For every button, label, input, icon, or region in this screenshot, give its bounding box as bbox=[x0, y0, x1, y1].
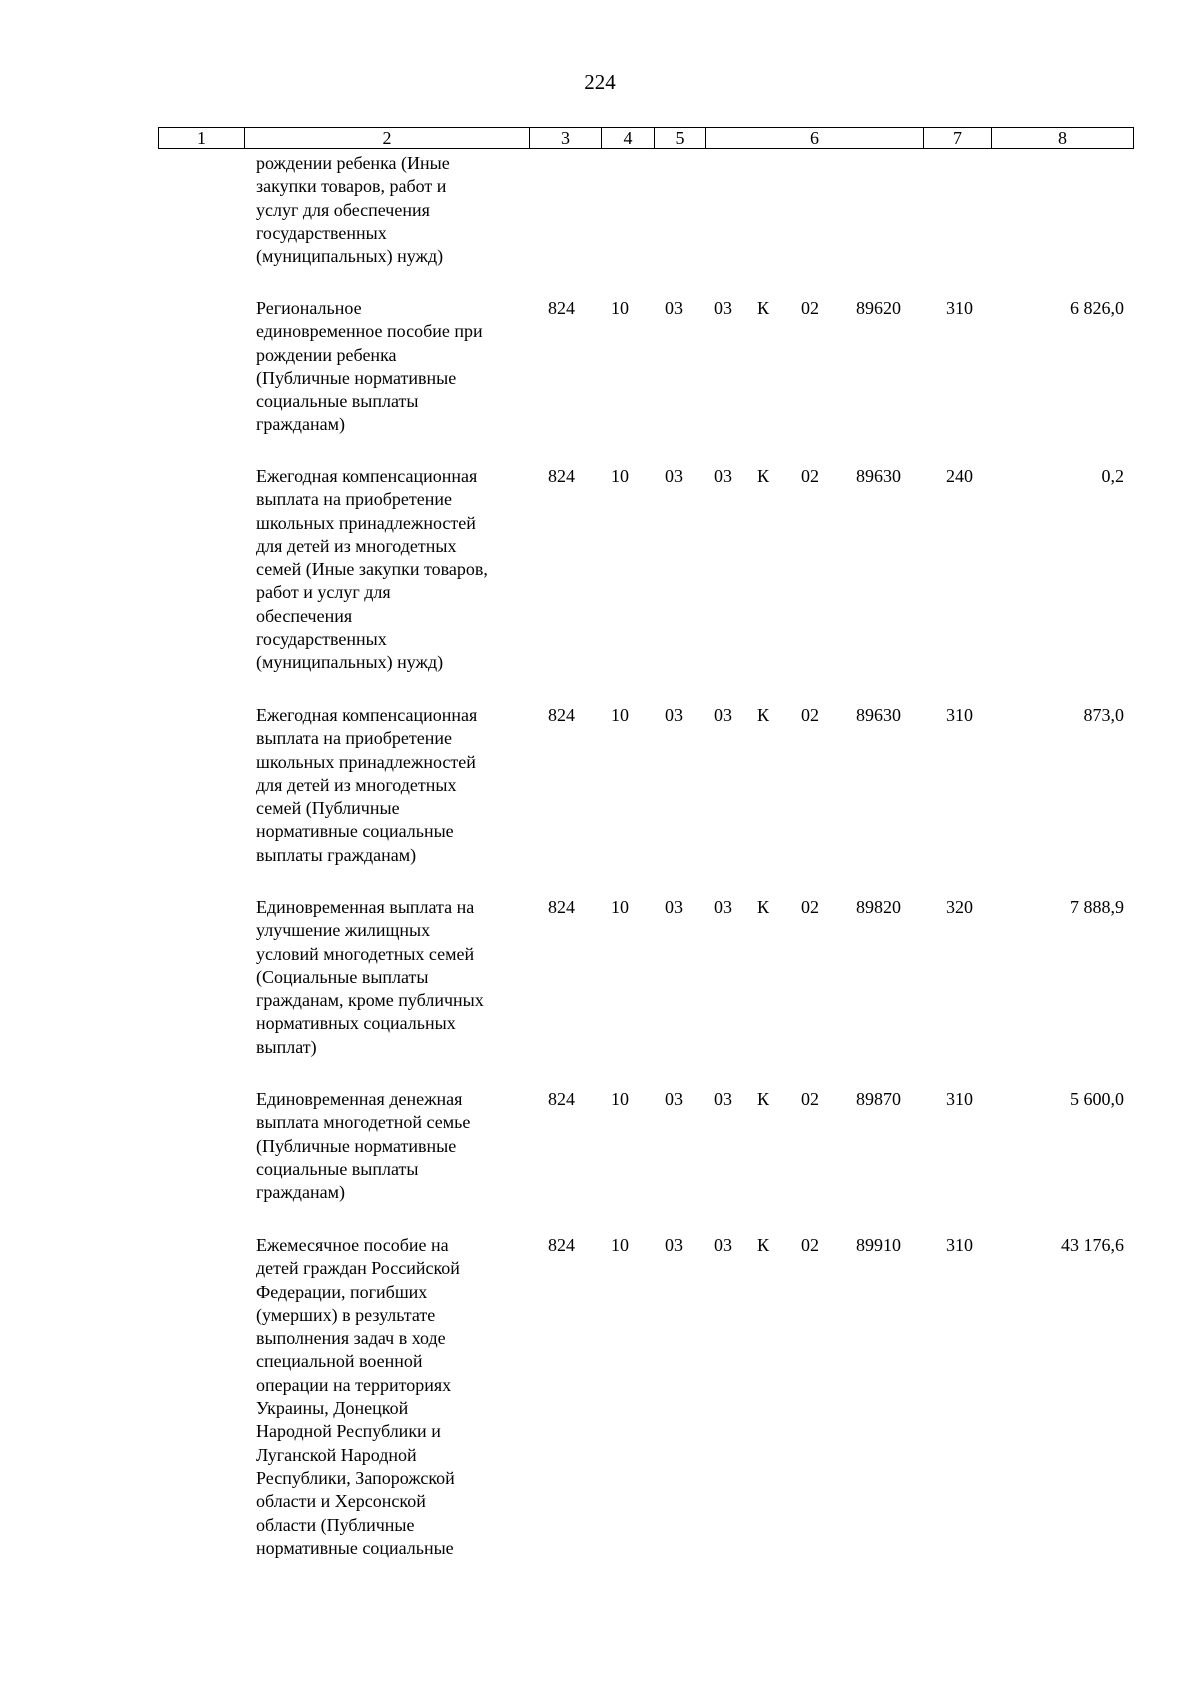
amount: 7 888,9 bbox=[1070, 897, 1124, 917]
amount: 0,2 bbox=[1101, 466, 1124, 486]
description-line: рождении ребенка (Иные bbox=[256, 153, 450, 173]
description-line: для детей из многодетных bbox=[256, 535, 457, 556]
row-description bbox=[256, 1234, 526, 1560]
row-description bbox=[256, 297, 526, 437]
description-line: (Публичные нормативные bbox=[256, 367, 457, 388]
description-line: школьных принадлежностей bbox=[256, 512, 476, 533]
description-line: (Публичные нормативные bbox=[256, 1135, 457, 1156]
target-article-part: 89820 bbox=[856, 897, 901, 917]
description-line: услуг для обеспечения bbox=[256, 199, 430, 220]
amount: 43 176,6 bbox=[1061, 1235, 1124, 1255]
description-line: области (Публичные bbox=[256, 1514, 415, 1535]
subsection-code: 03 bbox=[665, 1235, 683, 1255]
grbs-code: 824 bbox=[548, 1089, 575, 1109]
description-line: работ и услуг для bbox=[256, 582, 391, 603]
description-line: Луганской Народной bbox=[256, 1444, 417, 1465]
description-line: (умерших) в результате bbox=[256, 1304, 436, 1325]
description-line: условий многодетных семей bbox=[256, 943, 475, 964]
expense-type-code: 310 bbox=[946, 705, 973, 725]
grbs-code: 824 bbox=[548, 298, 575, 318]
amount: 873,0 bbox=[1083, 705, 1124, 725]
description-line: (муниципальных) нужд) bbox=[256, 652, 444, 673]
section-code: 10 bbox=[611, 897, 629, 917]
subsection-code: 03 bbox=[665, 897, 683, 917]
description-line: Единовременная денежная bbox=[256, 1089, 463, 1109]
description-line: выплаты гражданам) bbox=[256, 844, 417, 865]
target-article-part: 03 bbox=[714, 1235, 732, 1255]
row-description bbox=[256, 704, 526, 867]
target-article-part: 02 bbox=[801, 466, 819, 486]
target-article-part: К bbox=[757, 705, 770, 725]
description-line: Украины, Донецкой bbox=[256, 1398, 409, 1419]
section-code: 10 bbox=[611, 298, 629, 318]
description-line: гражданам, кроме публичных bbox=[256, 990, 484, 1011]
target-article-part: К bbox=[757, 1235, 770, 1255]
expense-type-code: 320 bbox=[946, 897, 973, 917]
target-article-part: 02 bbox=[801, 1089, 819, 1109]
description-line: Ежегодная компенсационная bbox=[256, 466, 478, 486]
header-col-5: 5 bbox=[675, 128, 685, 148]
description-line: нормативные социальные bbox=[256, 1537, 454, 1558]
expense-type-code: 240 bbox=[946, 466, 973, 486]
target-article-part: 02 bbox=[801, 298, 819, 318]
row-description bbox=[256, 1088, 526, 1204]
description-line: гражданам) bbox=[256, 1182, 345, 1203]
target-article-part: 89630 bbox=[856, 466, 901, 486]
description-line: закупки товаров, работ и bbox=[256, 176, 447, 197]
description-line: нормативные социальные bbox=[256, 821, 454, 842]
target-article-part: К bbox=[757, 897, 770, 917]
row-description bbox=[256, 465, 526, 675]
description-line: выплата многодетной семье bbox=[256, 1112, 471, 1133]
target-article-part: 89620 bbox=[856, 298, 901, 318]
target-article-part: 03 bbox=[714, 466, 732, 486]
description-line: специальной военной bbox=[256, 1351, 423, 1372]
description-line: операции на территориях bbox=[256, 1374, 452, 1395]
section-code: 10 bbox=[611, 1089, 629, 1109]
target-article-part: 03 bbox=[714, 705, 732, 725]
row-description bbox=[256, 152, 526, 268]
target-article-part: 02 bbox=[801, 1235, 819, 1255]
target-article-part: К bbox=[757, 1089, 770, 1109]
header-col-4: 4 bbox=[623, 128, 633, 148]
header-col-7: 7 bbox=[953, 128, 962, 148]
grbs-code: 824 bbox=[548, 1235, 575, 1255]
subsection-code: 03 bbox=[665, 466, 683, 486]
header-col-2: 2 bbox=[382, 128, 392, 148]
description-line: школьных принадлежностей bbox=[256, 751, 476, 772]
target-article-part: 03 bbox=[714, 897, 732, 917]
description-line: социальные выплаты bbox=[256, 1158, 419, 1179]
description-line: семей (Иные закупки товаров, bbox=[256, 559, 488, 580]
target-article-part: 03 bbox=[714, 1089, 732, 1109]
description-line: Ежегодная компенсационная bbox=[256, 705, 478, 725]
expense-type-code: 310 bbox=[946, 298, 973, 318]
description-line: рождении ребенка bbox=[256, 344, 397, 365]
description-line: выплата на приобретение bbox=[256, 489, 452, 510]
subsection-code: 03 bbox=[665, 298, 683, 318]
target-article-part: К bbox=[757, 466, 770, 486]
description-line: детей граждан Российской bbox=[256, 1258, 460, 1279]
amount: 5 600,0 bbox=[1070, 1089, 1124, 1109]
description-line: Единовременная выплата на bbox=[256, 897, 475, 917]
description-line: государственных bbox=[256, 629, 387, 650]
description-line: гражданам) bbox=[256, 414, 345, 435]
description-line: выплат) bbox=[256, 1036, 317, 1057]
grbs-code: 824 bbox=[548, 705, 575, 725]
description-line: области и Херсонской bbox=[256, 1491, 426, 1512]
description-line: выплата на приобретение bbox=[256, 728, 452, 749]
table-header bbox=[158, 127, 1134, 149]
target-article-part: 02 bbox=[801, 705, 819, 725]
amount: 6 826,0 bbox=[1070, 298, 1124, 318]
header-col-8: 8 bbox=[1058, 128, 1067, 148]
description-line: социальные выплаты bbox=[256, 391, 419, 412]
description-line: Республики, Запорожской bbox=[256, 1467, 455, 1488]
description-line: (муниципальных) нужд) bbox=[256, 246, 444, 267]
grbs-code: 824 bbox=[548, 897, 575, 917]
row-description bbox=[256, 896, 526, 1059]
description-line: обеспечения bbox=[256, 605, 353, 626]
description-line: Федерации, погибших bbox=[256, 1281, 428, 1302]
description-line: единовременное пособие при bbox=[256, 321, 483, 342]
description-line: выполнения задач в ходе bbox=[256, 1328, 446, 1349]
target-article-part: 89630 bbox=[856, 705, 901, 725]
description-line: Ежемесячное пособие на bbox=[256, 1235, 449, 1255]
header-col-1: 1 bbox=[197, 128, 206, 148]
expense-type-code: 310 bbox=[946, 1235, 973, 1255]
subsection-code: 03 bbox=[665, 705, 683, 725]
header-col-3: 3 bbox=[561, 128, 570, 148]
description-line: семей (Публичные bbox=[256, 798, 400, 819]
description-line: улучшение жилищных bbox=[256, 920, 431, 941]
description-line: Народной Республики и bbox=[256, 1421, 441, 1442]
description-line: Региональное bbox=[256, 298, 362, 318]
target-article-part: 89910 bbox=[856, 1235, 901, 1255]
target-article-part: К bbox=[757, 298, 770, 318]
section-code: 10 bbox=[611, 1235, 629, 1255]
description-line: (Социальные выплаты bbox=[256, 966, 429, 987]
section-code: 10 bbox=[611, 466, 629, 486]
target-article-part: 03 bbox=[714, 298, 732, 318]
header-col-6: 6 bbox=[810, 128, 819, 148]
grbs-code: 824 bbox=[548, 466, 575, 486]
expense-type-code: 310 bbox=[946, 1089, 973, 1109]
target-article-part: 89870 bbox=[856, 1089, 901, 1109]
description-line: для детей из многодетных bbox=[256, 774, 457, 795]
target-article-part: 02 bbox=[801, 897, 819, 917]
description-line: нормативных социальных bbox=[256, 1013, 456, 1034]
page-number: 224 bbox=[584, 70, 616, 94]
section-code: 10 bbox=[611, 705, 629, 725]
description-line: государственных bbox=[256, 222, 387, 243]
subsection-code: 03 bbox=[665, 1089, 683, 1109]
